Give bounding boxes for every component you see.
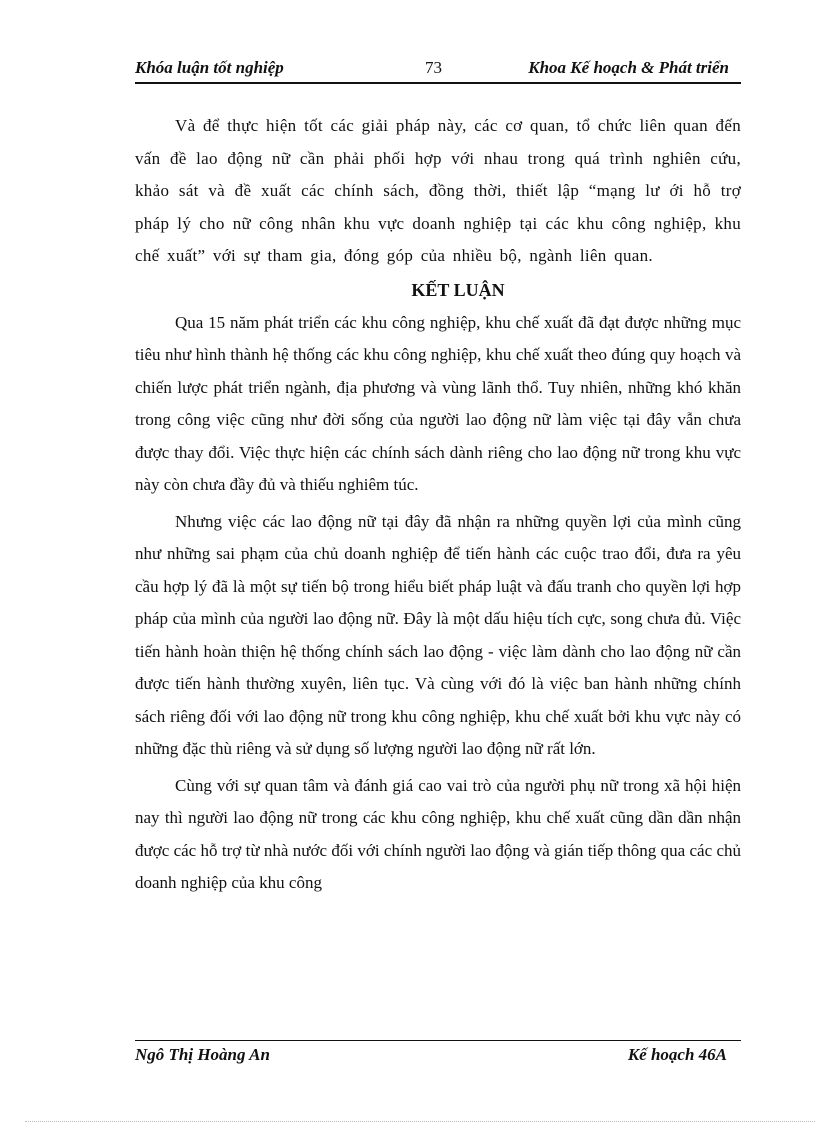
page-footer (135, 1040, 741, 1072)
paragraph-conclusion-2: Nhưng việc các lao động nữ tại đây đã nhận ra những quyền lợi của mình cũng như những sai phạm của chủ doanh nghiệp để tiến hành các cuộc trao đổi, đưa ra yêu cầu hợp lý đã là một sự tiến bộ trong hiểu biết pháp luật và đấu tranh cho quyền lợi hợp pháp của mình của người lao động nữ. Đây là một dấu hiệu tích cực, song chưa đủ. Việc tiến hành hoàn thiện hệ thống chính sách lao động - việc làm dành cho lao động nữ cần được tiến hành thường xuyên, liên tục. Và cùng với đó là việc ban hành những chính sách riêng đối với lao động nữ trong khu công nghiệp, khu chế xuất bởi khu vực này có những đặc thù riêng và sử dụng số lượng người lao động nữ rất lớn. (135, 511, 741, 758)
page-number: 73 (425, 58, 442, 77)
paragraph-solutions: Và để thực hiện tốt các giải pháp này, các cơ quan, tổ chức liên quan đến vấn đề lao động nữ cần phải phối hợp với nhau trong quá trình nghiên cứu, khảo sát và đề xuất các chính sách, đồng thời, thiết lập “mạng lư ới hỗ trợ pháp lý cho nữ công nhân khu vực doanh nghiệp tại các khu công nghiệp, khu chế xuất” với sự tham gia, đóng góp của nhiều bộ, ngành liên quan. (135, 116, 741, 265)
page-header (135, 58, 741, 84)
paragraph-conclusion-1: Qua 15 năm phát triển các khu công nghiệp, khu chế xuất đã đạt được những mục tiêu như hình thành hệ thống các khu công nghiệp, khu chế xuất theo đúng quy hoạch và chiến lược phát triển ngành, địa phương và vùng lãnh thổ. Tuy nhiên, những khó khăn trong công việc cũng như đời sống của người lao động nữ làm việc tại đây vẫn chưa được thay đổi. Việc thực hiện các chính sách dành riêng cho lao động nữ trong khu vực này còn chưa đầy đủ và thiếu nghiêm túc. (135, 312, 741, 494)
footer-class: Kế hoạch 46A (627, 1045, 727, 1064)
footer-author: Ngô Thị Hoàng An (135, 1045, 270, 1064)
page-body (135, 110, 741, 900)
header-faculty: Khoa Kế hoạch & Phát triển (528, 58, 729, 77)
paragraph-conclusion-3: Cùng với sự quan tâm và đánh giá cao vai trò của người phụ nữ trong xã hội hiện nay thì người lao động nữ trong các khu công nghiệp, khu chế xuất cũng dần dần nhận được các hỗ trợ từ nhà nước đối với chính người lao động và gián tiếp thông qua các chủ doanh nghiệp của khu công (135, 775, 741, 892)
page-edge-divider (25, 1121, 815, 1122)
header-thesis-title: Khóa luận tốt nghiệp (135, 58, 284, 77)
section-heading-conclusion: KẾT LUẬN (411, 279, 505, 300)
